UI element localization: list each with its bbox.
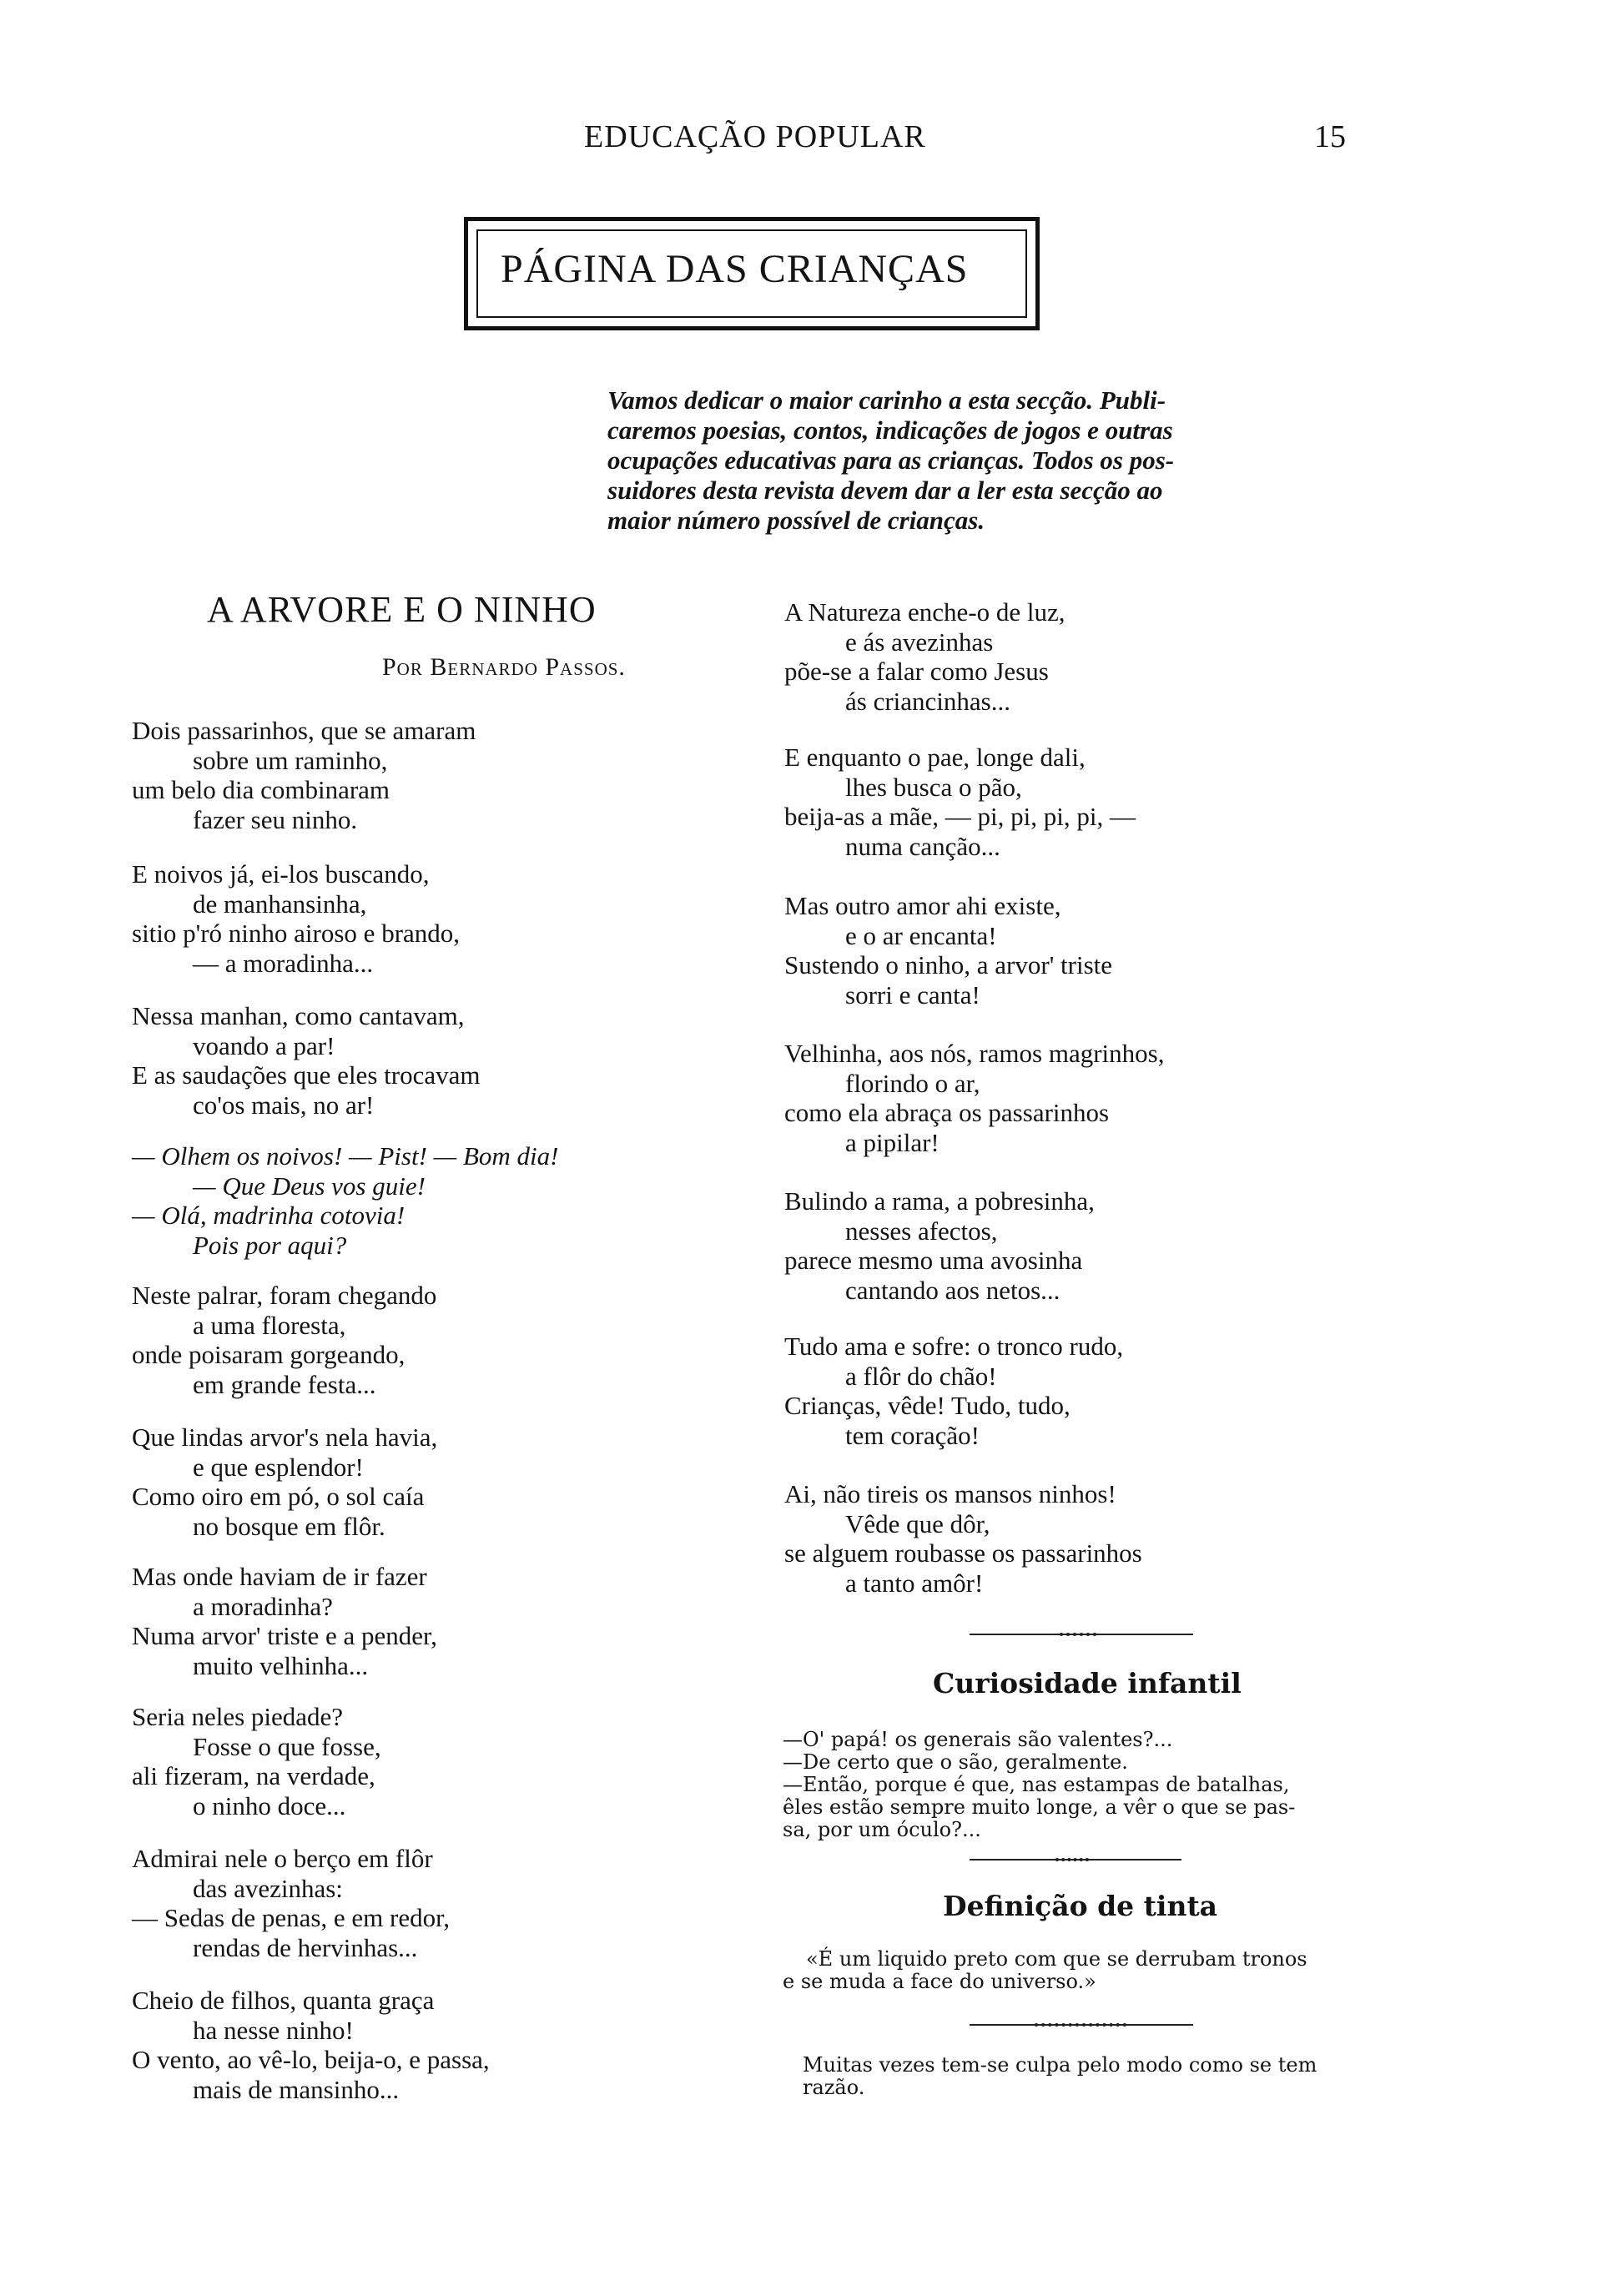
- poem-line: Neste palrar, foram chegando: [132, 1281, 437, 1310]
- poem-line: de manhansinha,: [193, 889, 367, 919]
- poem-stanza: [784, 1479, 1142, 1598]
- poem-line: rendas de hervinhas...: [193, 1932, 418, 1962]
- poem-line: tem coração!: [845, 1420, 980, 1450]
- curiosidade-line: êles estão sempre muito longe, a vêr o que se pas-: [783, 1795, 1296, 1819]
- poem-line: lhes busca o pão,: [845, 772, 1022, 802]
- poem-line: — Olhem os noivos! — Pist! — Bom dia!: [132, 1141, 559, 1171]
- maxima-line: razão.: [803, 2076, 865, 2099]
- poem-line: Como oiro em pó, o sol caía: [132, 1482, 425, 1511]
- poem-line: — Olá, madrinha cotovia!: [132, 1201, 406, 1230]
- poem-line: Dois passarinhos, que se amaram: [132, 716, 476, 745]
- poem-stanza: [132, 1844, 450, 1962]
- page-number: 15: [1314, 119, 1346, 154]
- poem-line: no bosque em flôr.: [193, 1511, 385, 1541]
- poem-line: E noivos já, ei-los buscando,: [132, 859, 430, 889]
- poem-line: florindo o ar,: [845, 1068, 980, 1098]
- definicao-text: [783, 1948, 1392, 1993]
- poem-line: cantando aos netos...: [845, 1275, 1060, 1305]
- poem-stanza: [132, 1141, 558, 1260]
- poem-stanza: [784, 1039, 1164, 1157]
- poem-line: mais de mansinho...: [193, 2074, 400, 2104]
- poem-line: A Natureza enche-o de luz,: [784, 597, 1065, 627]
- poem-line: Mas onde haviam de ir fazer: [132, 1562, 427, 1591]
- poem-stanza: [784, 891, 1112, 1010]
- poem-line: em grande festa...: [193, 1369, 376, 1399]
- poem-line: Mas outro amor ahi existe,: [784, 891, 1061, 920]
- poem-line: nesses afectos,: [845, 1216, 998, 1246]
- poem-line: Nessa manhan, como cantavam,: [132, 1001, 465, 1030]
- poem-line: muito velhinha...: [193, 1650, 369, 1680]
- curiosidade-line: —De certo que o são, geralmente.: [783, 1750, 1128, 1774]
- poem-line: e ás avezinhas: [845, 627, 994, 657]
- poem-stanza: [784, 1332, 1123, 1450]
- poem-stanza: [132, 1001, 480, 1120]
- poem-line: sobre um raminho,: [193, 745, 388, 775]
- poem-stanza: [132, 1562, 437, 1680]
- poem-line: — Que Deus vos guie!: [193, 1171, 426, 1201]
- poem-line: a pipilar!: [845, 1127, 940, 1157]
- poem-line: O vento, ao vê-lo, beija-o, e passa,: [132, 2045, 490, 2074]
- poem-line: Pois por aqui?: [193, 1230, 347, 1260]
- section-divider-ornament: [1035, 2023, 1126, 2027]
- poem-line: põe-se a falar como Jesus: [784, 657, 1049, 686]
- poem-line: ha nesse ninho!: [193, 2015, 354, 2045]
- poem-line: ali fizeram, na verdade,: [132, 1761, 375, 1790]
- poem-line: Cheio de filhos, quanta graça: [132, 1986, 435, 2015]
- poem-line: sitio p'ró ninho airoso e brando,: [132, 919, 461, 948]
- poem-line: o ninho doce...: [193, 1790, 346, 1820]
- poem-stanza: [784, 597, 1065, 716]
- poem-line: E enquanto o pae, longe dali,: [784, 743, 1086, 772]
- poem-line: das avezinhas:: [193, 1873, 343, 1903]
- poem-stanza: [132, 1422, 437, 1541]
- curiosidade-line: —Então, porque é que, nas estampas de batalhas,: [783, 1773, 1290, 1796]
- poem-line: — a moradinha...: [193, 948, 374, 978]
- poem-stanza: [132, 1281, 436, 1399]
- poem-line: a moradinha?: [193, 1591, 333, 1621]
- poem-stanza: [784, 743, 1136, 861]
- poem-line: Sustendo o ninho, a arvor' triste: [784, 950, 1113, 979]
- poem-line: se alguem roubasse os passarinhos: [784, 1538, 1142, 1568]
- poem-line: a flôr do chão!: [845, 1361, 997, 1391]
- poem-line: co'os mais, no ar!: [193, 1090, 375, 1120]
- intro-line: caremos poesias, contos, indicações de jogos e outras: [607, 415, 1173, 445]
- intro-line: Vamos dedicar o maior carinho a esta secção. Publi-: [607, 385, 1166, 415]
- poem-line: e que esplendor!: [193, 1452, 364, 1482]
- poem-line: ás criancinhas...: [845, 686, 1010, 716]
- poem-title: A ARVORE E O NINHO: [207, 589, 597, 630]
- poem-stanza: [132, 716, 476, 834]
- intro-line: maior número possível de crianças.: [607, 506, 985, 535]
- curiosidade-text: [783, 1729, 1392, 1841]
- definicao-line: e se muda a face do universo.»: [783, 1970, 1096, 1993]
- definicao-line: «É um liquido preto com que se derrubam tronos: [806, 1947, 1307, 1971]
- poem-line: e o ar encanta!: [845, 920, 997, 950]
- poem-line: Numa arvor' triste e a pender,: [132, 1621, 437, 1650]
- poem-line: Velhinha, aos nós, ramos magrinhos,: [784, 1039, 1165, 1068]
- intro-line: ocupações educativas para as crianças. Todos os pos-: [607, 446, 1175, 475]
- definicao-heading: Definição de tinta: [943, 1890, 1218, 1922]
- poem-line: E as saudações que eles trocavam: [132, 1060, 481, 1090]
- intro-line: suidores desta revista devem dar a ler esta secção ao: [607, 476, 1163, 505]
- poem-line: Ai, não tireis os mansos ninhos!: [784, 1479, 1116, 1508]
- poem-stanza: [132, 1702, 381, 1820]
- poem-line: a tanto amôr!: [845, 1568, 984, 1598]
- poem-line: Bulindo a rama, a pobresinha,: [784, 1186, 1095, 1216]
- poem-line: um belo dia combinaram: [132, 775, 390, 804]
- running-header-title: EDUCAÇÃO POPULAR: [584, 119, 926, 154]
- curiosidade-line: —O' papá! os generais são valentes?...: [783, 1728, 1173, 1751]
- poem-line: Crianças, vêde! Tudo, tudo,: [784, 1391, 1071, 1420]
- section-divider-ornament: [1055, 1858, 1089, 1861]
- poem-line: numa canção...: [845, 831, 1000, 861]
- poem-line: Admirai nele o berço em flôr: [132, 1844, 433, 1873]
- curiosidade-heading: Curiosidade infantil: [933, 1667, 1242, 1699]
- poem-line: fazer seu ninho.: [193, 804, 358, 834]
- section-banner-title: PÁGINA DAS CRIANÇAS: [501, 247, 969, 291]
- poem-line: Fosse o que fosse,: [193, 1731, 381, 1761]
- maxima-line: Muitas vezes tem-se culpa pelo modo como se tem: [803, 2053, 1317, 2077]
- poem-line: como ela abraça os passarinhos: [784, 1098, 1110, 1127]
- poem-stanza: [132, 859, 460, 978]
- poem-line: Seria neles piedade?: [132, 1702, 344, 1731]
- poem-line: a uma floresta,: [193, 1310, 346, 1340]
- poem-line: — Sedas de penas, e em redor,: [132, 1903, 450, 1932]
- poem-stanza: [784, 1186, 1095, 1305]
- poem-line: sorri e canta!: [845, 979, 980, 1010]
- poem-line: Que lindas arvor's nela havia,: [132, 1422, 438, 1452]
- poem-line: voando a par!: [193, 1030, 335, 1060]
- poem-stanza: [132, 1986, 490, 2104]
- poem-author: Por Bernardo Passos.: [382, 653, 626, 681]
- section-divider-ornament: [1060, 1633, 1096, 1636]
- poem-line: beija-as a mãe, — pi, pi, pi, pi, —: [784, 802, 1136, 831]
- curiosidade-line: sa, por um óculo?...: [783, 1818, 981, 1841]
- poem-line: onde poisaram gorgeando,: [132, 1340, 406, 1369]
- poem-line: Vêde que dôr,: [845, 1508, 990, 1538]
- intro-paragraph: [607, 385, 1379, 536]
- poem-line: Tudo ama e sofre: o tronco rudo,: [784, 1332, 1124, 1361]
- maxima-text: [803, 2054, 1387, 2099]
- poem-line: parece mesmo uma avosinha: [784, 1246, 1083, 1275]
